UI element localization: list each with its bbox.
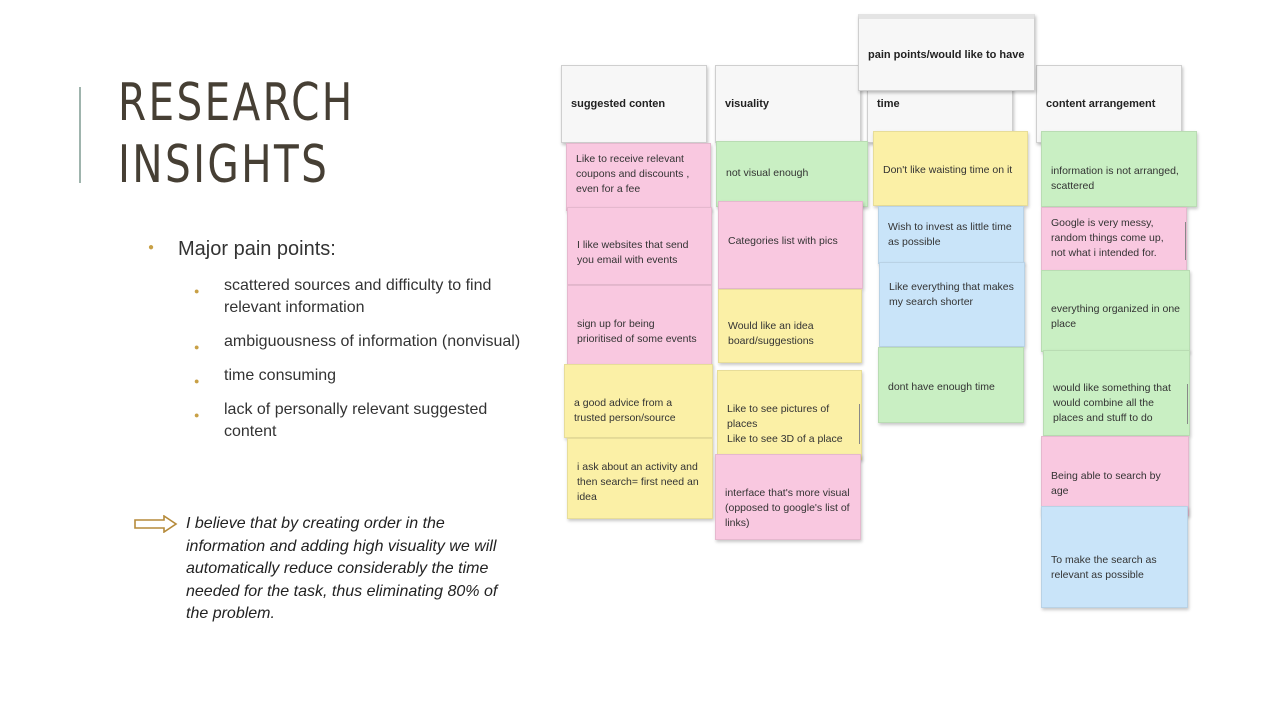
sticky-note: I like websites that send you email with events [567,207,712,285]
column-header-time: time [867,65,1013,143]
note-edge-mark [1187,384,1188,424]
sub-bullet: ● scattered sources and difficulty to find relevant information [194,275,538,319]
sticky-note: sign up for being prioritised of some events [567,285,712,365]
sub-bullet: ● lack of personally relevant suggested content [194,399,538,443]
note-edge-mark [1185,222,1186,260]
sticky-note: not visual enough [716,141,868,207]
sticky-note: Like to see pictures of places Like to see 3D of a place [717,370,862,460]
sticky-note: Categories list with pics [718,201,863,289]
sticky-note: Google is very messy, random things come up, not what i intended for. [1041,207,1187,271]
column-header-visuality: visuality [715,65,861,143]
board-top-header: pain points/would like to have [858,14,1035,91]
sticky-note: Would like an idea board/suggestions [718,289,862,363]
title-line-2: INSIGHTS [118,135,330,195]
sticky-note: i ask about an activity and then search= first need an idea [567,438,713,519]
sub-bullet: ● time consuming [194,365,538,387]
sub-bullet: ● ambiguousness of information (nonvisual) [194,331,538,353]
conclusion-text: I believe that by creating order in the information and adding high visuality we will automatically reduce considerably the time needed for the task, thus eliminating 80% of the problem. [186,515,498,623]
sticky-note: Being able to search by age [1041,436,1189,516]
sticky-note: Like everything that makes my search shorter [879,262,1025,347]
sticky-note: Don't like waisting time on it [873,131,1028,206]
column-header-content-arrangement: content arrangement [1036,65,1182,143]
sticky-note: Like to receive relevant coupons and discounts , even for a fee [566,143,711,211]
note-edge-mark [859,404,860,444]
sticky-note: would like something that would combine all the places and stuff to do [1043,350,1190,436]
sticky-note: interface that's more visual (opposed to google's list of links) [715,454,861,540]
title-line-1: RESEARCH [118,73,355,133]
sticky-note: a good advice from a trusted person/source [564,364,713,438]
sticky-note: Wish to invest as little time as possible [878,206,1024,264]
sticky-note: information is not arranged, scattered [1041,131,1197,207]
main-bullet: ● Major pain points: [148,238,538,261]
sticky-note: dont have enough time [878,347,1024,423]
sticky-note: To make the search as relevant as possible [1041,506,1188,608]
sticky-note: everything organized in one place [1041,270,1190,352]
column-header-suggested-content: suggested conten [561,65,707,143]
